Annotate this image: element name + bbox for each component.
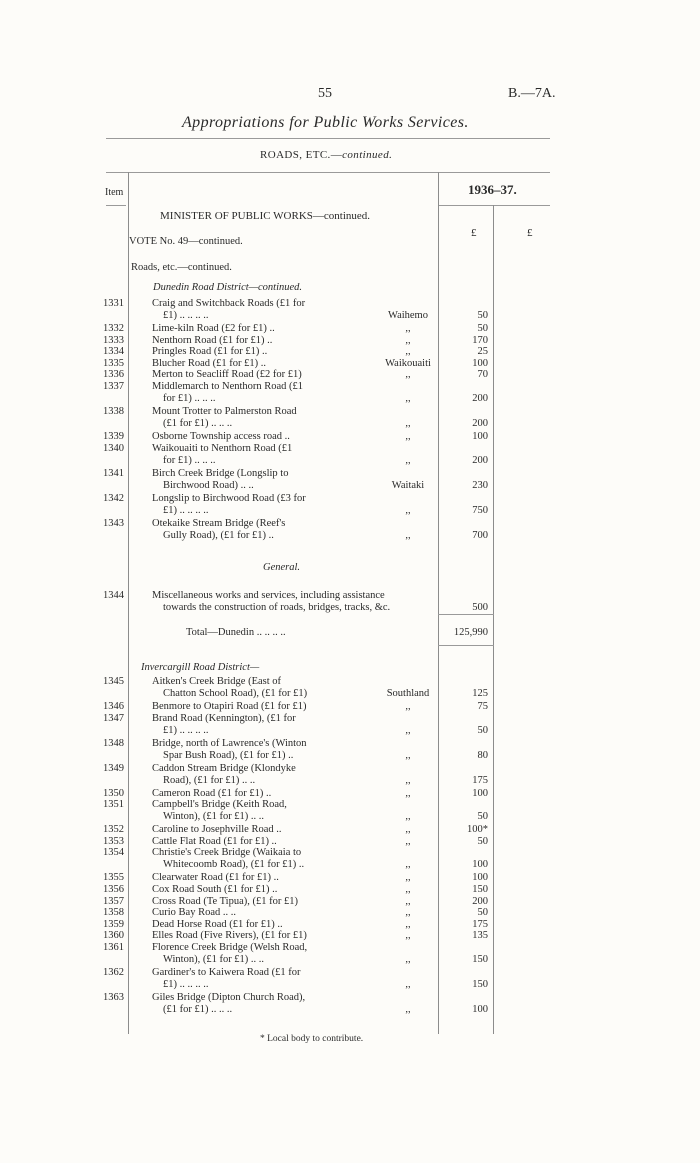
item-amount: 70 [477, 369, 488, 381]
paper-reference: B.—7A. [508, 86, 556, 101]
item-district: ,, [405, 872, 411, 884]
total-dunedin-label: Total—Dunedin .. .. .. .. [186, 627, 286, 638]
item-amount: 150 [472, 979, 488, 990]
item-number: 1356 [103, 884, 124, 895]
item-district: ,, [405, 724, 411, 736]
table-top-rule [106, 172, 550, 173]
item-district: ,, [405, 749, 411, 761]
vote-heading: VOTE No. 49—continued. [129, 236, 243, 247]
item-description: Gardiner's to Kaiwera Road (£1 for [152, 967, 301, 978]
item-description: Brand Road (Kennington), (£1 for [152, 712, 296, 724]
item-district: ,, [405, 859, 411, 871]
item-description: Christie's Creek Bridge (Waikaia to [152, 847, 302, 859]
item-description-continued: Gully Road), (£1 for £1) .. [163, 529, 274, 541]
item-description-continued: Winton), (£1 for £1) .. .. [163, 954, 265, 965]
item-description: Nenthorn Road (£1 for £1) .. [152, 334, 273, 346]
item-description-continued: (£1 for £1) .. .. .. [163, 1004, 233, 1015]
item-district: ,, [405, 835, 411, 847]
item-district: ,, [405, 918, 411, 930]
item-amount: 700 [472, 529, 488, 541]
item-description-continued: for £1) .. .. .. [163, 454, 216, 466]
item-description: Bridge, north of Lawrence's (Winton [152, 737, 307, 749]
item-number: 1361 [103, 942, 124, 953]
item-number: 1342 [103, 492, 124, 504]
item-description: Pringles Road (£1 for £1) .. [152, 346, 268, 358]
item-number: 1347 [103, 712, 124, 724]
item-amount: 80 [477, 749, 488, 761]
item-amount: 50 [477, 835, 488, 847]
item-description: Birch Creek Bridge (Longslip to [152, 467, 289, 479]
item-description: Longslip to Birchwood Road (£3 for [152, 492, 306, 504]
item-number: 1340 [103, 442, 124, 454]
item-district: ,, [405, 504, 411, 516]
item-description: Cameron Road (£1 for £1) .. [152, 787, 272, 799]
item-description-continued: for £1) .. .. .. [163, 393, 216, 404]
item-number: 1349 [103, 762, 124, 774]
item-number: 1343 [103, 517, 124, 529]
item-description: Giles Bridge (Dipton Church Road), [152, 992, 306, 1003]
item-description: Merton to Seacliff Road (£2 for £1) [152, 369, 302, 381]
item-amount: 100 [472, 787, 488, 799]
item-header-rule [106, 205, 126, 206]
item-description-continued: Road), (£1 for £1) .. .. [163, 774, 256, 786]
item-number: 1363 [103, 992, 124, 1003]
item-district: ,, [405, 824, 411, 836]
item-district: ,, [405, 954, 411, 965]
item-number: 1335 [103, 357, 124, 369]
item-number: 1352 [103, 824, 124, 836]
item-number: 1357 [103, 895, 124, 907]
item-column-header: Item [105, 187, 124, 198]
item-number: 1341 [103, 467, 124, 479]
item-district: Waitaki [391, 479, 425, 491]
item-amount: 75 [477, 701, 488, 712]
item-number: 1360 [103, 930, 124, 942]
item-number: 1358 [103, 907, 124, 919]
item-number: 1339 [103, 431, 124, 442]
item-description: Curio Bay Road .. .. [152, 907, 236, 919]
item-district: ,, [405, 323, 411, 334]
item-district: ,, [405, 907, 411, 919]
total-dunedin-amount: 125,990 [453, 627, 488, 638]
year-header-rule [438, 205, 550, 206]
item-description: Cross Road (Te Tipua), (£1 for £1) [152, 895, 298, 907]
item-district: ,, [405, 454, 411, 466]
item-district: ,, [405, 811, 411, 823]
item-district: ,, [405, 701, 411, 712]
item-district: ,, [405, 369, 411, 381]
item-amount: 100 [472, 357, 488, 369]
item-amount: 500 [472, 602, 488, 613]
item-number: 1362 [103, 967, 124, 978]
item-amount: 100 [472, 859, 488, 871]
subtotal-rule [438, 614, 494, 615]
item-amount: 50 [477, 811, 488, 823]
item-district: Southland [386, 688, 430, 699]
section-continued: continued. [342, 149, 393, 161]
item-district: ,, [405, 884, 411, 895]
item-district: ,, [405, 418, 411, 429]
item-number: 1332 [103, 323, 124, 334]
item-number: 1337 [103, 381, 124, 392]
item-number: 1348 [103, 737, 124, 749]
item-description: Lime-kiln Road (£2 for £1) .. [152, 323, 275, 334]
year-column-header: 1936–37. [468, 182, 517, 197]
item-description: Clearwater Road (£1 for £1) .. [152, 872, 279, 884]
dunedin-district-heading: Dunedin Road District—continued. [153, 282, 303, 293]
item-district: ,, [405, 431, 411, 442]
item-description: Florence Creek Bridge (Welsh Road, [152, 942, 308, 953]
item-description: Benmore to Otapiri Road (£1 for £1) [152, 701, 307, 712]
item-description: Caroline to Josephville Road .. [152, 824, 282, 836]
item-amount: 230 [472, 479, 488, 491]
item-description: Middlemarch to Nenthorn Road (£1 [152, 381, 304, 392]
item-amount: 200 [472, 454, 488, 466]
item-number: 1354 [103, 847, 124, 859]
item-amount: 175 [472, 774, 488, 786]
general-heading: General. [263, 562, 301, 573]
item-district: ,, [405, 1004, 411, 1015]
total-rule [438, 645, 494, 646]
item-number: 1336 [103, 369, 124, 381]
footnote: * Local body to contribute. [260, 1034, 364, 1044]
item-amount: 200 [472, 418, 488, 429]
item-description-continued: towards the construction of roads, bridges, tracks, &c. [163, 602, 391, 613]
item-number: 1346 [103, 701, 124, 712]
item-district: ,, [405, 346, 411, 358]
item-amount: 750 [472, 504, 488, 516]
item-district: ,, [405, 787, 411, 799]
item-number: 1331 [103, 298, 124, 309]
section-main: ROADS, ETC.— [260, 149, 343, 161]
item-amount: 50 [477, 323, 488, 334]
item-description-continued: Birchwood Road) .. .. [163, 479, 254, 491]
item-description: Elles Road (Five Rivers), (£1 for £1) [152, 930, 307, 942]
item-description: Miscellaneous works and services, including assistance [152, 590, 385, 601]
item-district: ,, [405, 393, 411, 404]
item-district: ,, [405, 774, 411, 786]
item-description: Waikouaiti to Nenthorn Road (£1 [152, 442, 293, 454]
item-description-continued: Spar Bush Road), (£1 for £1) .. [163, 749, 294, 761]
title-rule [106, 138, 550, 139]
item-number: 1355 [103, 872, 124, 884]
roads-subheading: Roads, etc.—continued. [131, 262, 232, 273]
item-description-continued: Winton), (£1 for £1) .. .. [163, 811, 265, 823]
item-number: 1334 [103, 346, 124, 358]
item-description-continued: £1) .. .. .. .. [163, 310, 209, 321]
invercargill-district-heading: Invercargill Road District— [141, 662, 260, 673]
item-description: Mount Trotter to Palmerston Road [152, 406, 297, 417]
page-number: 55 [318, 86, 332, 101]
section-title [260, 149, 392, 161]
item-description: Caddon Stream Bridge (Klondyke [152, 762, 296, 774]
amount-column-rule-right [493, 205, 494, 1034]
item-amount: 125 [472, 688, 488, 699]
item-amount: 50 [477, 907, 488, 919]
item-description-continued: £1) .. .. .. .. [163, 504, 209, 516]
document-title: Appropriations for Public Works Services. [182, 114, 469, 131]
item-number: 1351 [103, 799, 124, 811]
item-description: Dead Horse Road (£1 for £1) .. [152, 918, 283, 930]
item-amount: 50 [477, 310, 488, 321]
pound-column-header-2: £ [527, 227, 533, 239]
item-description-continued: Whitecoomb Road), (£1 for £1) .. [163, 859, 305, 871]
pound-column-header-1: £ [471, 227, 477, 239]
item-amount: 150 [472, 954, 488, 965]
item-number: 1333 [103, 334, 124, 346]
item-amount: 100 [472, 872, 488, 884]
item-district: ,, [405, 979, 411, 990]
item-number: 1345 [103, 676, 124, 687]
item-description: Osborne Township access road .. [152, 431, 290, 442]
item-column-rule [128, 172, 129, 1034]
ministry-heading: MINISTER OF PUBLIC WORKS—continued. [160, 210, 371, 222]
item-description: Cox Road South (£1 for £1) .. [152, 884, 278, 895]
item-amount: 170 [472, 334, 488, 346]
item-district: ,, [405, 334, 411, 346]
item-description: Blucher Road (£1 for £1) .. [152, 357, 267, 369]
item-amount: 150 [472, 884, 488, 895]
item-number: 1353 [103, 835, 124, 847]
item-amount: 25 [477, 346, 488, 358]
item-description: Campbell's Bridge (Keith Road, [152, 799, 287, 811]
item-description: Cattle Flat Road (£1 for £1) .. [152, 835, 277, 847]
item-district: Waikouaiti [385, 357, 431, 369]
item-description-continued: Chatton School Road), (£1 for £1) [163, 688, 308, 699]
item-amount: 50 [477, 724, 488, 736]
item-district: ,, [405, 529, 411, 541]
item-number: 1338 [103, 406, 124, 417]
item-district: ,, [405, 895, 411, 907]
item-number: 1350 [103, 787, 124, 799]
item-number: 1344 [103, 590, 124, 601]
item-amount: 135 [472, 930, 488, 942]
item-description-continued: £1) .. .. .. .. [163, 724, 209, 736]
item-number: 1359 [103, 918, 124, 930]
item-amount: 200 [472, 895, 488, 907]
item-district: ,, [405, 930, 411, 942]
item-amount: 100 [472, 431, 488, 442]
item-description: Aitken's Creek Bridge (East of [152, 676, 282, 687]
item-amount: 100* [467, 824, 488, 836]
item-amount: 175 [472, 918, 488, 930]
item-district: Waihemo [388, 310, 428, 321]
item-description-continued: (£1 for £1) .. .. .. [163, 418, 233, 429]
item-amount: 200 [472, 393, 488, 404]
item-description: Craig and Switchback Roads (£1 for [152, 298, 306, 309]
item-description-continued: £1) .. .. .. .. [163, 979, 209, 990]
item-description: Otekaike Stream Bridge (Reef's [152, 517, 286, 529]
item-amount: 100 [472, 1004, 488, 1015]
